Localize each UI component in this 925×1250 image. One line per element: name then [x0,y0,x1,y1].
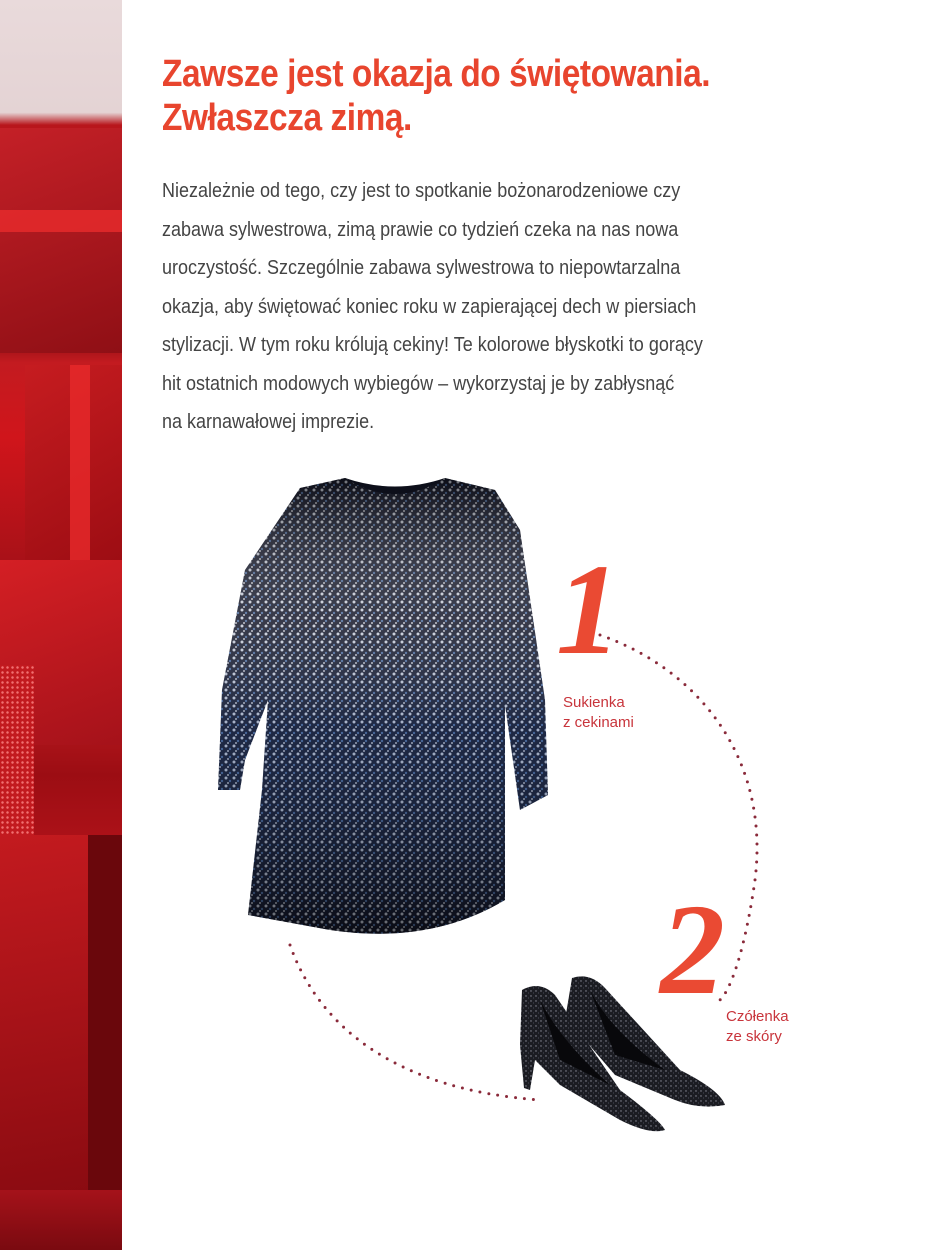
label-line: Czółenka [726,1008,789,1025]
title-line-2: Zwłaszcza zimą. [162,97,412,139]
paragraph-line: Niezależnie od tego, czy jest to spotkanie bożonarodzeniowe czy [162,180,681,202]
sequin-dress-image [218,478,548,934]
title-line-1: Zawsze jest okazja do świętowania. [162,53,711,95]
label-line: z cekinami [563,714,634,731]
product-label-2 [726,1007,789,1047]
label-line: ze skóry [726,1028,782,1045]
paragraph-line: na karnawałowej imprezie. [162,411,375,433]
paragraph-line: okazja, aby świętować koniec roku w zapierającej dech w piersiach [162,295,697,318]
product-number-2: 2 [660,878,725,1022]
paragraph-line: zabawa sylwestrowa, zimą prawie co tydzień czeka na nas nowa [162,218,679,241]
product-number-1: 1 [556,538,621,682]
paragraph-line: uroczystość. Szczególnie zabawa sylwestrowa to niepowtarzalna [162,257,681,279]
paragraph-line: hit ostatnich modowych wybiegów – wykorzystaj je by zabłysnąć [162,372,675,395]
label-line: Sukienka [563,694,625,711]
dotted-arc-lower [290,945,540,1100]
product-label-1 [563,693,634,733]
paragraph-line: stylizacji. W tym roku królują cekiny! Te kolorowe błyskotki to gorący [162,334,703,356]
